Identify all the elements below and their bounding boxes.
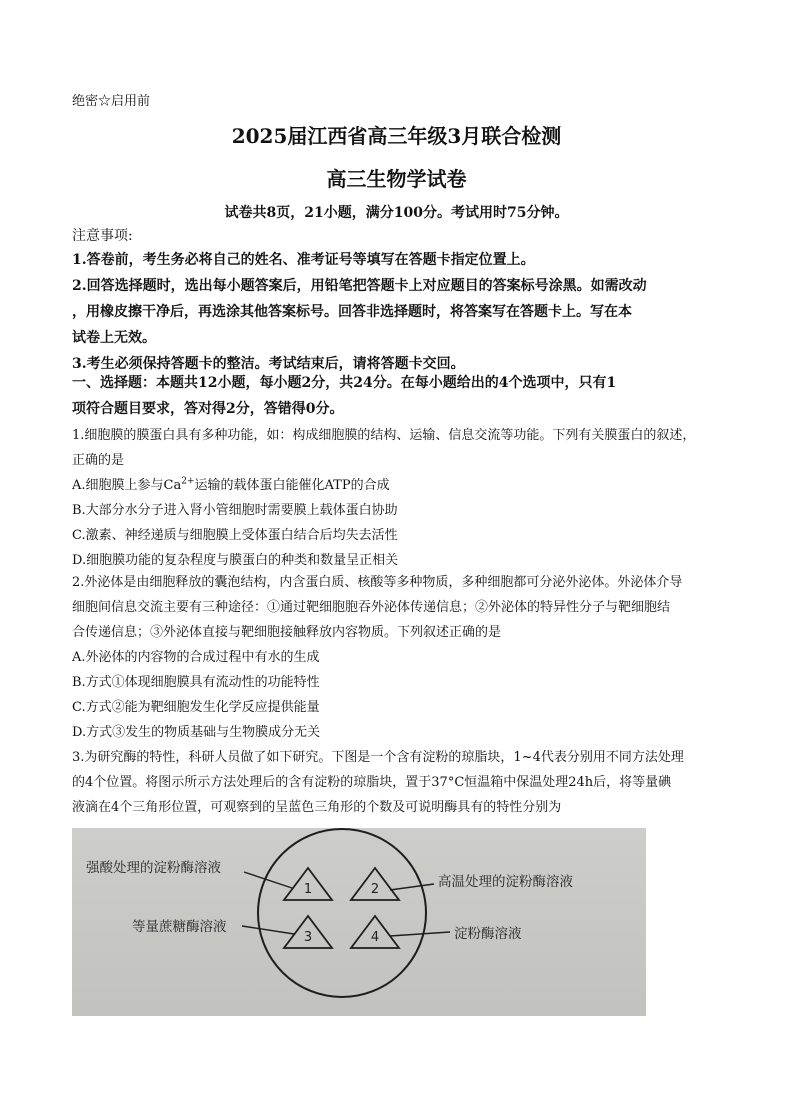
agar-block-figure <box>72 828 646 1016</box>
question-2-stem-line-3: 合传递信息；③外泌体直接与靶细胞接触释放内容物质。下列叙述正确的是 <box>72 625 502 640</box>
figure-label-1: 强酸处理的淀粉酶溶液 <box>86 860 221 876</box>
question-1-option-a: A.细胞膜上参与$Ca^{2+}$运输的载体蛋白能催化ATP的合成 <box>72 476 390 493</box>
question-3-stem-line-3: 液滴在4个三角形位置，可观察到的呈蓝色三角形的个数及可说明酶具有的特性分别为 <box>72 800 562 815</box>
question-3-stem-line-2: 的4个位置。将图示所示方法处理后的含有淀粉的琼脂块，置于37°C恒温箱中保温处理24h后，将等量碘 <box>72 775 672 790</box>
agar-block-circle <box>258 829 426 997</box>
question-2-option-c: C.方式②能为靶细胞发生化学反应提供能量 <box>72 700 320 715</box>
leader-line-2 <box>390 884 434 890</box>
question-2 <box>72 570 726 745</box>
notice-heading: 注意事项: <box>72 228 133 244</box>
exam-info: 试卷共8页，21小题，满分100分。考试用时75分钟。 <box>224 205 569 221</box>
section-heading <box>72 370 726 422</box>
triangle-number-3: 3 <box>303 930 313 945</box>
exam-subtitle: 高三生物学试卷 <box>326 167 467 191</box>
section-heading-line-1: 一、选择题：本题共12小题，每小题2分，共24分。在每小题给出的4个选项中，只有1 <box>72 375 617 391</box>
triangle-number-1: 1 <box>303 882 313 897</box>
question-2-option-b: B.方式①体现细胞膜具有流动性的功能特性 <box>72 675 320 690</box>
triangle-number-4: 4 <box>370 930 380 945</box>
exam-title: 2025届江西省高三年级3月联合检测 <box>231 124 562 148</box>
confidential-mark: 绝密☆启用前 <box>72 94 151 109</box>
question-1-option-d: D.细胞膜功能的复杂程度与膜蛋白的种类和数量呈正相关 <box>72 553 399 568</box>
triangle-number-2: 2 <box>370 882 380 897</box>
question-2-option-d: D.方式③发生的物质基础与生物膜成分无关 <box>72 725 321 740</box>
question-2-stem-line-2: 细胞间信息交流主要有三种途径：①通过靶细胞胞吞外泌体传递信息；②外泌体的特异性分子与靶细胞结 <box>72 600 671 615</box>
question-1-stem-line-1: 1.细胞膜的膜蛋白具有多种功能，如：构成细胞膜的结构、运输、信息交流等功能。下列有关膜蛋白的叙述， <box>72 428 696 443</box>
notice-item-2-line-3: 试卷上无效。 <box>72 330 156 346</box>
question-1-option-c: C.激素、神经递质与细胞膜上受体蛋白结合后均失去活性 <box>72 528 398 543</box>
figure-label-2: 高温处理的淀粉酶溶液 <box>438 874 573 890</box>
question-1-stem-line-2: 正确的是 <box>72 453 125 468</box>
notice-list <box>72 247 726 377</box>
question-3 <box>72 745 726 820</box>
section-heading-line-2: 项符合题目要求，答对得2分，答错得0分。 <box>72 401 344 417</box>
leader-line-3 <box>242 926 294 934</box>
figure-label-3: 等量蔗糖酶溶液 <box>132 919 227 935</box>
question-2-stem-line-1: 2.外泌体是由细胞释放的囊泡结构，内含蛋白质、核酸等多种物质，多种细胞都可分泌外泌体。外泌体介导 <box>72 575 683 590</box>
notice-item-2-line-1: 2.回答选择题时，选出每小题答案后，用铅笔把答题卡上对应题目的答案标号涂黑。如需改动 <box>72 278 647 294</box>
question-2-option-a: A.外泌体的内容物的合成过程中有水的生成 <box>72 650 320 665</box>
notice-item-2-line-2: ，用橡皮擦干净后，再选涂其他答案标号。回答非选择题时，将答案写在答题卡上。写在本 <box>72 304 632 320</box>
question-1-option-b: B.大部分水分子进入肾小管细胞时需要膜上载体蛋白协助 <box>72 503 398 518</box>
question-3-stem-line-1: 3.为研究酶的特性，科研人员做了如下研究。下图是一个含有淀粉的琼脂块，1~4代表分别用不同方法处理 <box>72 750 684 765</box>
notice-item-1: 1.答卷前，考生务必将自己的姓名、准考证号等填写在答题卡指定位置上。 <box>72 252 535 268</box>
question-1 <box>72 423 726 573</box>
leader-line-4 <box>390 932 450 936</box>
figure-label-4: 淀粉酶溶液 <box>454 926 522 942</box>
agar-block-diagram <box>72 828 646 1016</box>
notice-item-3: 3.考生必须保持答题卡的整洁。考试结束后，请将答题卡交回。 <box>72 356 465 372</box>
